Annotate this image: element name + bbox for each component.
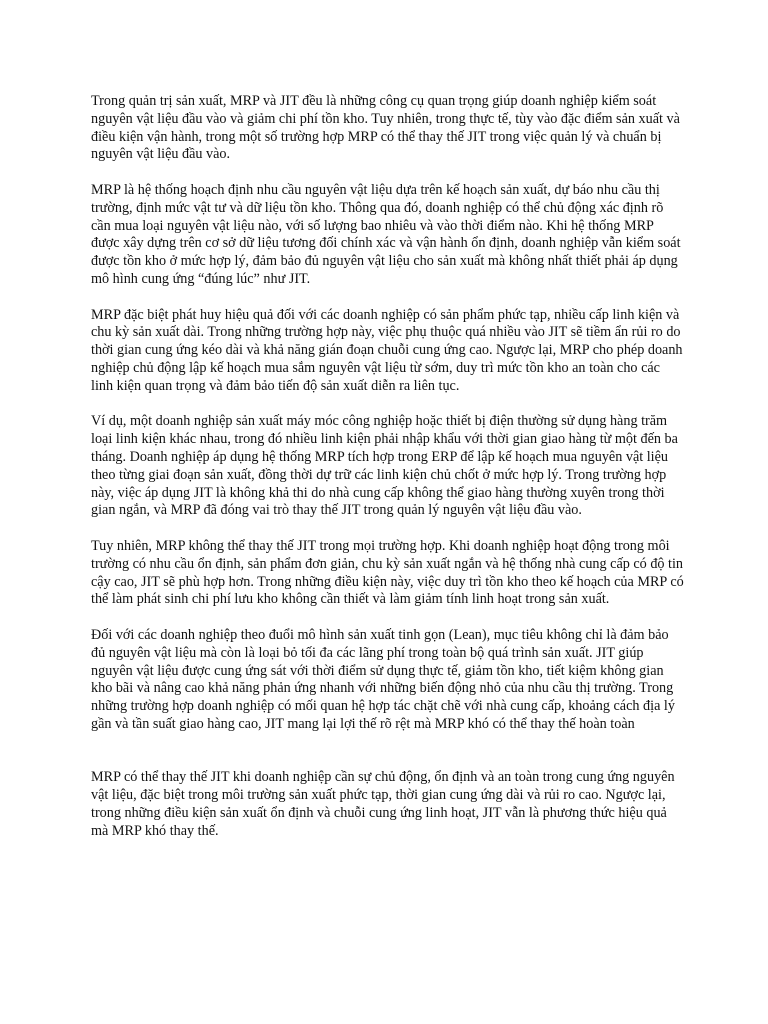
paragraph-mrp-complex-products: MRP đặc biệt phát huy hiệu quả đối với các doanh nghiệp có sản phẩm phức tạp, nhiều cấp linh kiện và chu kỳ sản xuất dài. Trong những trường hợp này, việc phụ thuộc quá nhiều vào JIT sẽ tiềm ẩn rủi ro do thời gian cung ứng kéo dài và khả năng gián đoạn chuỗi cung ứng cao. Ngược lại, MRP cho phép doanh nghiệp chủ động lập kế hoạch mua sắm nguyên vật liệu từ sớm, duy trì mức tồn kho an toàn cho các linh kiện quan trọng và đảm bảo tiến độ sản xuất diễn ra liên tục. <box>91 306 683 394</box>
paragraph-conclusion: MRP có thể thay thế JIT khi doanh nghiệp cần sự chủ động, ổn định và an toàn trong cung ứng nguyên vật liệu, đặc biệt trong môi trường sản xuất phức tạp, thời gian cung ứng dài và rủi ro cao. Ngược lại, trong những điều kiện sản xuất ổn định và chuỗi cung ứng linh hoạt, JIT vẫn là phương thức hiệu quả mà MRP khó thay thế. <box>91 769 675 839</box>
paragraph-limitations: Tuy nhiên, MRP không thể thay thế JIT trong mọi trường hợp. Khi doanh nghiệp hoạt động trong môi trường có nhu cầu ổn định, sản phẩm đơn giản, chu kỳ sản xuất ngắn và hệ thống nhà cung cấp có độ tin cậy cao, JIT sẽ phù hợp hơn. Trong những điều kiện này, việc duy trì tồn kho theo kế hoạch của MRP có thể làm phát sinh chi phí lưu kho không cần thiết và làm giảm tính linh hoạt trong sản xuất. <box>91 537 684 608</box>
paragraph-mrp-definition: MRP là hệ thống hoạch định nhu cầu nguyên vật liệu dựa trên kế hoạch sản xuất, dự báo nhu cầu thị trường, định mức vật tư và dữ liệu tồn kho. Thông qua đó, doanh nghiệp có thể chủ động xác định rõ cần mua loại nguyên vật liệu nào, với số lượng bao nhiêu và vào thời điểm nào. Khi hệ thống MRP được xây dựng trên cơ sở dữ liệu tương đối chính xác và vận hành ổn định, doanh nghiệp vẫn kiểm soát được tồn kho ở mức hợp lý, đảm bảo đủ nguyên vật liệu cho sản xuất mà không nhất thiết phải áp dụng mô hình cung ứng “đúng lúc” như JIT. <box>91 181 681 287</box>
paragraph-intro: Trong quản trị sản xuất, MRP và JIT đều là những công cụ quan trọng giúp doanh nghiệp kiểm soát nguyên vật liệu đầu vào và giảm chi phí tồn kho. Tuy nhiên, trong thực tế, tùy vào đặc điểm sản xuất và điều kiện vận hành, trong một số trường hợp MRP có thể thay thế JIT trong việc quản lý và chuẩn bị nguyên vật liệu đầu vào. <box>91 93 680 163</box>
paragraph-lean: Đối với các doanh nghiệp theo đuổi mô hình sản xuất tinh gọn (Lean), mục tiêu không chỉ là đảm bảo đủ nguyên vật liệu mà còn là loại bỏ tối đa các lãng phí trong toàn bộ quá trình sản xuất. JIT giúp nguyên vật liệu được cung ứng sát với thời điểm sử dụng thực tế, giảm tồn kho, tiết kiệm không gian kho bãi và nâng cao khả năng phản ứng nhanh với những biến động nhỏ của nhu cầu thị trường. Trong những trường hợp doanh nghiệp có mối quan hệ hợp tác chặt chẽ với nhà cung cấp, khoảng cách địa lý gần và tần suất giao hàng cao, JIT mang lại lợi thế rõ rệt mà MRP khó có thể thay thế hoàn toàn <box>91 626 675 732</box>
paragraph-example: Ví dụ, một doanh nghiệp sản xuất máy móc công nghiệp hoặc thiết bị điện thường sử dụng hàng trăm loại linh kiện khác nhau, trong đó nhiều linh kiện phải nhập khẩu với thời gian giao hàng từ một đến ba tháng. Doanh nghiệp áp dụng hệ thống MRP tích hợp trong ERP để lập kế hoạch mua nguyên vật liệu theo từng giai đoạn sản xuất, đồng thời dự trữ các linh kiện chủ chốt ở mức hợp lý. Trong trường hợp này, việc áp dụng JIT là không khả thi do nhà cung cấp không thể giao hàng thường xuyên trong thời gian ngắn, và MRP đã đóng vai trò thay thế JIT trong quản lý nguyên vật liệu đầu vào. <box>91 413 678 519</box>
